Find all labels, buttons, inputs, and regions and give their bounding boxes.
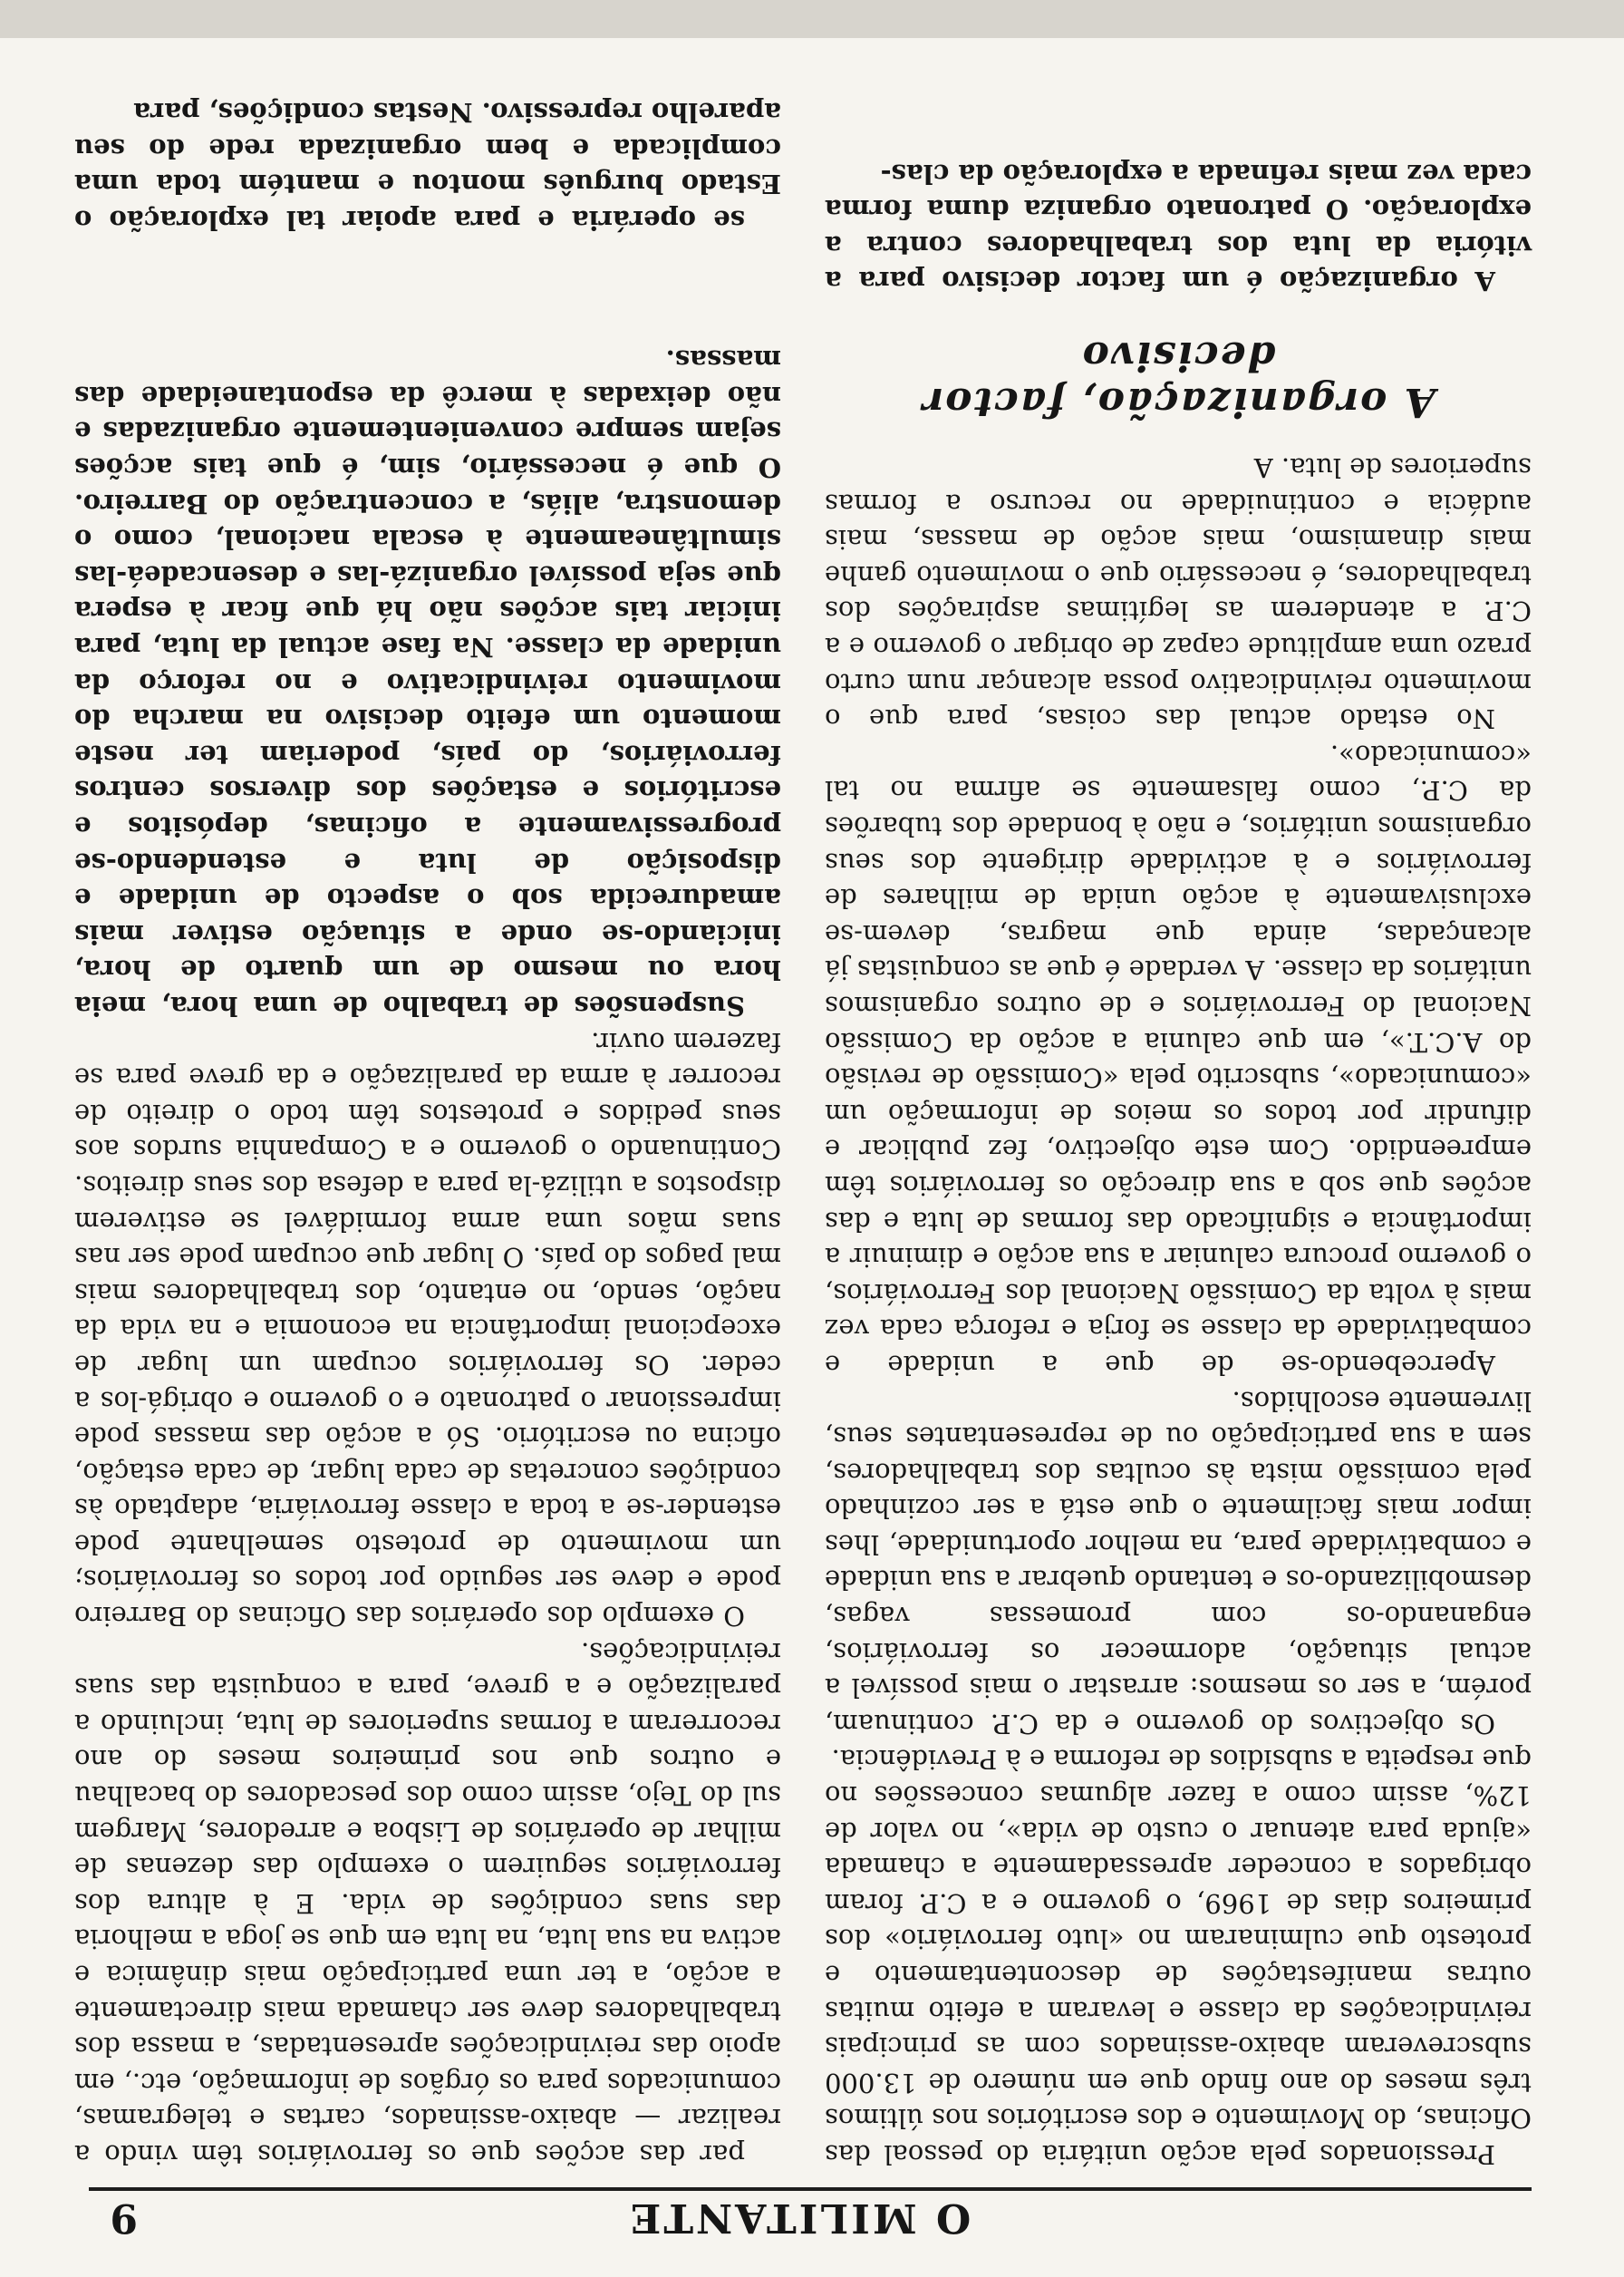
right-column [74,96,781,2172]
left-paragraph-1: Pressionados pela acção unitária do pessoal das Oficinas, do Movimento e dos escritórios nos últimos três meses do ano findo que em número de 13.000 subscreveram abaixo-assinados com as principais reivindicações da classe e levaram a efeito muitas outras manifestações de descontentamento e protesto que culminaram no «luto ferroviário» dos primeiros dias de 1969, o governo e a C.P. foram obrigados a conceder apressadamente a chamada «ajuda para atenuar o custo de vida», no valor de 12%, assim como a fazer algumas concessões no que respeita a subsídios de reforma e à Previdência. [825,1744,1532,2170]
header-rule [89,2187,1532,2191]
right-paragraph-3: Suspensões de trabalho de uma hora, meia hora ou mesmo de um quarto de hora, iniciando-se onde a situação estiver mais amadurecida sob o aspecto de unidade e disposição de luta e estendendo-se progressivamente a oficinas, depósitos e escritórios e estações dos diversos centros ferroviários, do país, poderiam ter neste momento um efeito decisivo na marcha do movimento reivindicativo e no reforço da unidade da classe. Na fase actual da luta, para iniciar tais acções não há que ficar à espera que seja possível organizá-las e desencadeá-las simultâneamente à escala nacional, como o demonstra, aliás, a concentração do Barreiro. O que é necessário, sim, é que tais acções sejam sempre convenientemente organizadas e não deixadas à mercê da espontaneidade das massas. [74,344,781,1022]
left-column [825,114,1532,2172]
section-heading-spacer [74,272,781,318]
left-closing-paragraph: A organização é um factor decisivo para a vitória da luta dos trabalhadores contra a exploração. O patronato organiza duma forma cada vez mais refinada a exploração da clas- [825,158,1532,297]
section-heading: A organização, factor decisivo [921,333,1436,426]
right-paragraph-2: O exemplo dos operários das Oficinas do Barreiro pode e deve ser seguido por todos os ferroviários; um movimento de protesto semelhante pode estender-se a toda a classe ferroviária, adaptado às condições concretas de cada lugar, de cada estação, oficina ou escritório. Só a acção das massas pode impressionar o patronato e o governo e obrigá-los a ceder. Os ferroviários ocupam um lugar de excepcional importância na economia e na vida da nação, sendo, no entanto, dos trabalhadores mais mal pagos do país. O lugar que ocupam pode ser nas suas mãos uma arma formidável se estiverem dispostos a utilizá-la para a defesa dos seus direitos. Continuando o governo e a Companhia surdos aos seus pedidos e protestos têm todo o direito de recorrer à arma da paralização e da greve para se fazerem ouvir. [74,1026,781,1633]
page-number: 9 [110,2195,138,2241]
left-paragraph-2: Os objectivos do governo e da C.P. continuam, porém, a ser os mesmos: arrastar o mais possível a actual situação, adormecer os ferroviários, enganando-os com promessas vagas, desmobilizando-os e tentando quebrar a sua unidade e combatividade para, na melhor oportunidade, lhes impor mais fàcilmente o que está a ser cozinhado pela comissão mista às ocultas dos trabalhadores, sem a sua participação ou de representantes seus, livremente escolhidos. [825,1385,1532,1739]
masthead-title: O MILITANTE [627,2195,972,2241]
right-closing-paragraph: se operária e para apoiar tal exploração o Estado burguês montou e mantém toda uma complicada e bem organizada rede do seu aparelho repressivo. Nestas condições, para [74,96,781,236]
left-paragraph-3: Apercebendo-se de que a unidade e combatividade da classe se forja e reforça cada vez mais à volta da Comissão Nacional dos Ferroviários, o governo procura caluniar a sua acção e diminuir a importância e significado das formas de luta e das acções que sob a sua direcção os ferroviários têm empreendido. Com este objectivo, fez publicar e difundir por todos os meios de informação um «comunicado», subscrito pela «Comissão de revisão do A.C.T.», em que calunia a acção da Comissão Nacional do Ferroviários e de outros organismos unitários da classe. A verdade é que as conquistas já alcançadas, ainda que magras, devem-se exclusivamente à acção unida de milhares de ferroviários e à actividade dirigente dos seus organismos unitários, e não à bondade dos tubarões da C.P., como falsamente se afirma no tal «comunicado». [825,739,1532,1381]
page-edge [0,0,1624,38]
right-paragraph-1: par das acções que os ferroviários têm vindo a realizar — abaixo-assinados, cartas e telegramas, comunicados para os órgãos de informação, etc., em apoio das reivindicações apresentadas, a massa dos trabalhadores deve ser chamada mais directamente a acção, a ter uma participação mais dinâmica e activa na sua luta, na luta em que se joga a melhoria das suas condições de vida. E à altura dos ferroviários seguirem o exemplo das dezenas de milhar de operários de Lisboa e arredores, Margem sul do Tejo, assim como dos pescadores do bacalhau e outros que nos primeiros meses do ano recorreram a formas superiores de luta, incluindo a paralização e a greve, para a conquista das suas reivindicações. [74,1636,781,2170]
left-paragraph-4: No estado actual das coisas, para que o movimento reivindicativo possa alcançar num curto prazo uma amplitude capaz de obrigar o governo e a C.P. a atenderem as legítimas aspirações dos trabalhadores, é necessário que o movimento ganhe mais dinamismo, mais acção de massas, mais audácia e continuidade no recurso a formas superiores de luta. A [825,452,1532,735]
